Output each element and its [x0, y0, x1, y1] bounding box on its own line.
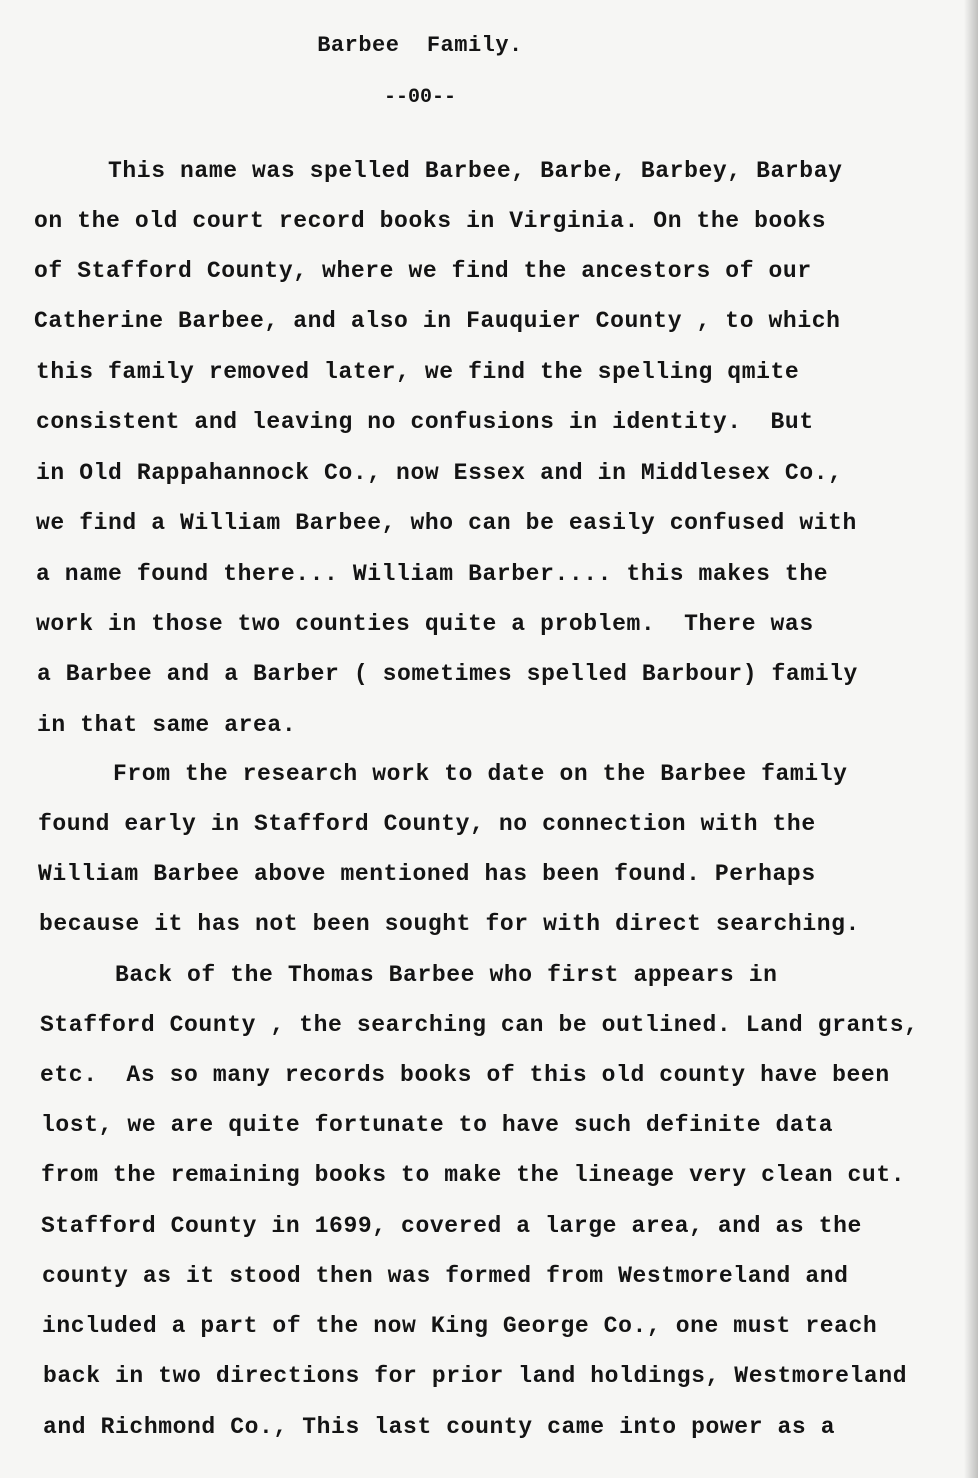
page-edge-shadow [964, 0, 978, 1478]
text-line: From the research work to date on the Barbee family [113, 761, 848, 787]
text-line: lost, we are quite fortunate to have such definite data [41, 1112, 834, 1138]
text-line: county as it stood then was formed from Westmoreland and [42, 1263, 849, 1289]
text-line: in that same area. [37, 712, 297, 738]
text-line: of Stafford County, where we find the ancestors of our [34, 258, 812, 284]
text-line: Stafford County in 1699, covered a large area, and as the [41, 1213, 862, 1239]
text-line: found early in Stafford County, no connection with the [38, 811, 816, 837]
text-line: this family removed later, we find the spelling qmite [36, 359, 800, 385]
text-line: Stafford County , the searching can be outlined. Land grants, [40, 1012, 919, 1038]
text-line: from the remaining books to make the lineage very clean cut. [41, 1162, 906, 1188]
text-line: consistent and leaving no confusions in identity. But [36, 409, 814, 435]
text-line: Back of the Thomas Barbee who first appears in [115, 962, 778, 988]
text-line: a name found there... William Barber.... this makes the [36, 561, 829, 587]
text-line: because it has not been sought for with direct searching. [39, 911, 860, 937]
text-line: Catherine Barbee, and also in Fauquier County , to which [34, 308, 841, 334]
text-line: work in those two counties quite a problem. There was [36, 611, 814, 637]
text-line: in Old Rappahannock Co., now Essex and in Middlesex Co., [36, 460, 843, 486]
text-line: we find a William Barbee, who can be easily confused with [36, 510, 857, 536]
text-line: included a part of the now King George Co., one must reach [42, 1313, 878, 1339]
text-line: etc. As so many records books of this old county have been [40, 1062, 890, 1088]
text-line: and Richmond Co., This last county came into power as a [43, 1414, 836, 1440]
text-line: a Barbee and a Barber ( sometimes spelled Barbour) family [37, 661, 858, 687]
document-title: Barbee Family. [317, 33, 523, 58]
text-line: William Barbee above mentioned has been found. Perhaps [38, 861, 816, 887]
text-line: back in two directions for prior land holdings, Westmoreland [43, 1363, 908, 1389]
text-line: on the old court record books in Virginia. On the books [34, 208, 827, 234]
title-separator: --00-- [383, 86, 456, 109]
text-line: This name was spelled Barbee, Barbe, Barbey, Barbay [108, 158, 843, 184]
